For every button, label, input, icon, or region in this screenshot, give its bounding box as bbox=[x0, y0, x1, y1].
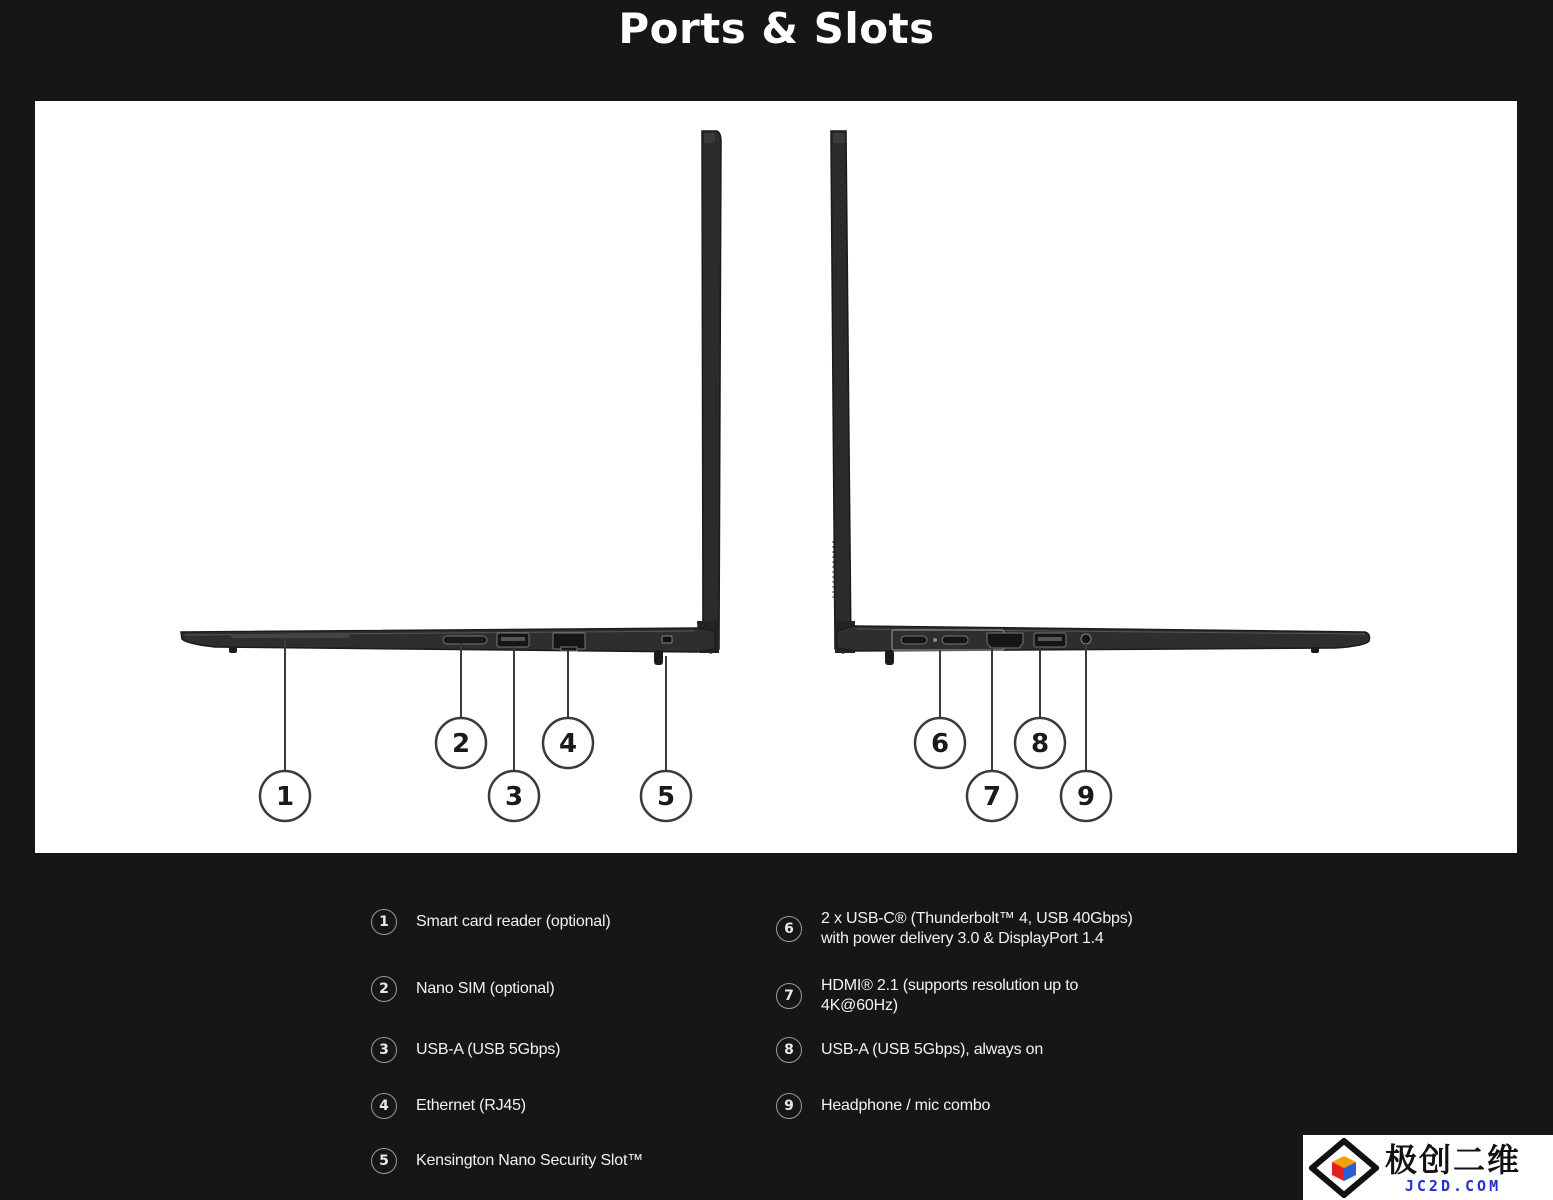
callout-number: 9 bbox=[1076, 782, 1096, 812]
spec-number-badge: 8 bbox=[776, 1037, 802, 1063]
watermark-domain-text: JC2D.COM bbox=[1404, 1176, 1502, 1195]
spec-item-2 bbox=[371, 976, 555, 1002]
callout-1 bbox=[260, 771, 310, 821]
callout-3 bbox=[489, 771, 539, 821]
callout-leader-lines bbox=[285, 638, 1086, 771]
watermark-chinese-text: 极创二维 bbox=[1385, 1140, 1522, 1179]
callout-8 bbox=[1015, 718, 1065, 768]
laptop-ports-figure bbox=[35, 101, 1517, 853]
laptop-side-views bbox=[35, 101, 1517, 853]
spec-description: Headphone / mic combo bbox=[821, 1097, 991, 1114]
callout-4 bbox=[543, 718, 593, 768]
callout-number: 8 bbox=[1030, 729, 1050, 759]
callout-number: 5 bbox=[656, 782, 676, 812]
cube-logo-icon bbox=[1309, 1138, 1379, 1198]
callout-number: 6 bbox=[930, 729, 950, 759]
callout-number: 4 bbox=[558, 729, 578, 759]
page-title: Ports & Slots bbox=[618, 4, 935, 53]
spec-item-7 bbox=[776, 976, 1078, 1016]
spec-description: USB-A (USB 5Gbps) bbox=[416, 1041, 561, 1058]
site-watermark bbox=[1303, 1135, 1553, 1200]
spec-item-8 bbox=[776, 1037, 1043, 1063]
spec-number-badge: 4 bbox=[371, 1093, 397, 1119]
spec-item-5 bbox=[371, 1148, 643, 1174]
callout-number: 1 bbox=[275, 782, 295, 812]
callout-2 bbox=[436, 718, 486, 768]
spec-number-badge: 1 bbox=[371, 909, 397, 935]
spec-item-4 bbox=[371, 1093, 526, 1119]
callout-number: 7 bbox=[982, 782, 1002, 812]
callout-number: 3 bbox=[504, 782, 524, 812]
spec-description: USB-A (USB 5Gbps), always on bbox=[821, 1041, 1044, 1058]
spec-item-1 bbox=[371, 909, 611, 935]
spec-number-badge: 6 bbox=[776, 916, 802, 942]
callout-number: 2 bbox=[451, 729, 471, 759]
laptop-right-side-view bbox=[831, 131, 1370, 665]
spec-description: Smart card reader (optional) bbox=[416, 913, 611, 930]
callout-6 bbox=[915, 718, 965, 768]
spec-item-6 bbox=[776, 909, 1133, 949]
spec-number-badge: 7 bbox=[776, 983, 802, 1009]
callout-7 bbox=[967, 771, 1017, 821]
callout-5 bbox=[641, 771, 691, 821]
spec-item-9 bbox=[776, 1093, 990, 1119]
spec-description: HDMI® 2.1 (supports resolution up to 4K@60Hz) bbox=[821, 977, 1079, 1014]
spec-description: 2 x USB-C® (Thunderbolt™ 4, USB 40Gbps) with power delivery 3.0 & DisplayPort 1.4 bbox=[821, 910, 1133, 947]
callout-9 bbox=[1061, 771, 1111, 821]
laptop-left-side-view bbox=[181, 131, 721, 665]
spec-description: Nano SIM (optional) bbox=[416, 980, 555, 997]
spec-number-badge: 5 bbox=[371, 1148, 397, 1174]
spec-number-badge: 9 bbox=[776, 1093, 802, 1119]
spec-description: Kensington Nano Security Slot™ bbox=[416, 1152, 644, 1169]
spec-number-badge: 2 bbox=[371, 976, 397, 1002]
spec-description: Ethernet (RJ45) bbox=[416, 1097, 526, 1114]
spec-item-3 bbox=[371, 1037, 560, 1063]
spec-number-badge: 3 bbox=[371, 1037, 397, 1063]
